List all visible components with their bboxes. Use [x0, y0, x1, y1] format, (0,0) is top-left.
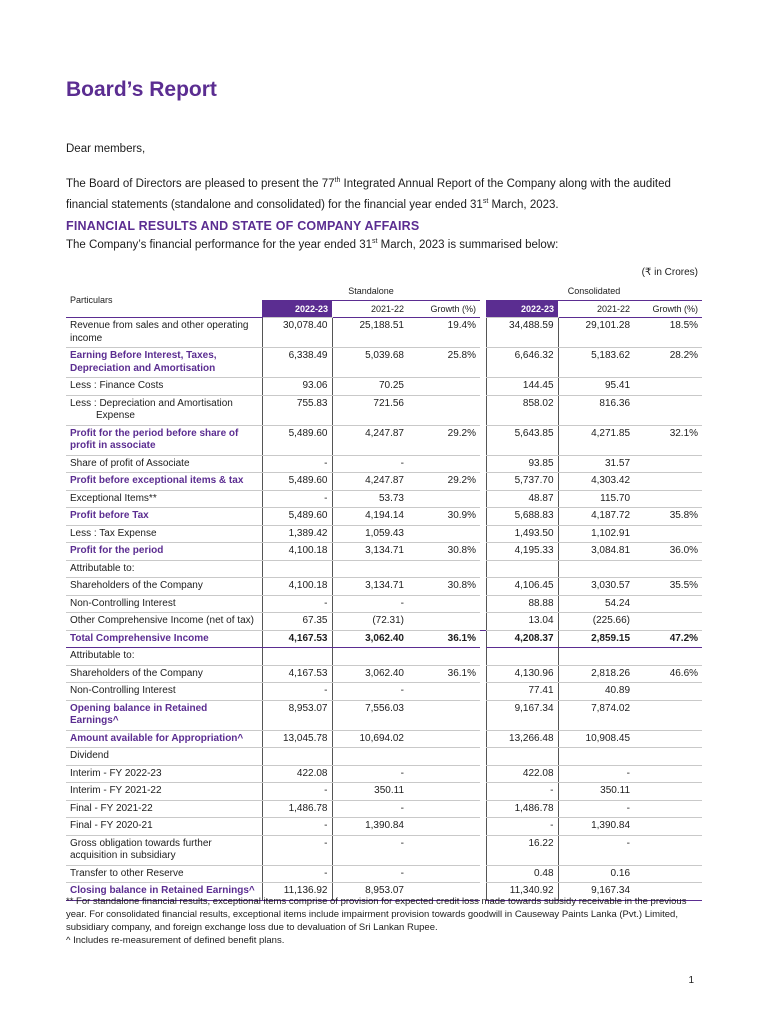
cell-s2: 70.25: [332, 378, 408, 396]
footnote-exceptional: ** For standalone financial results, exceptional items comprise of provision for expected credit loss made towards subsidy receivable in the previous year. For consolidated financial results, exceptional items include impairment provision towards goodwill in Causeway Paints Lanka (Pvt.) Limited, subsidiary company, and foreign exchange loss due to devaluation of Sri Lankan Rupee.: [66, 896, 687, 933]
row-label: Exceptional Items**: [66, 490, 262, 508]
cell-sg: [408, 395, 480, 425]
cell-s2: 10,694.02: [332, 730, 408, 748]
cell-c1: -: [486, 783, 558, 801]
cell-c2: [558, 748, 634, 766]
cell-c2: 10,908.45: [558, 730, 634, 748]
cell-s2: -: [332, 455, 408, 473]
cell-s1: 67.35: [262, 613, 332, 631]
cell-c1: 1,486.78: [486, 800, 558, 818]
row-label: Non-Controlling Interest: [66, 595, 262, 613]
cell-s2: 1,059.43: [332, 525, 408, 543]
cell-cg: 36.0%: [634, 543, 702, 561]
table-row: [66, 508, 702, 526]
intro-paragraph: The Board of Directors are pleased to present the 77th Integrated Annual Report of the Company along with the audited financial statements (standalone and consolidated) for the financial year ended 31st March, 2023.: [66, 177, 671, 211]
table-row: [66, 318, 702, 348]
cell-c2: 7,874.02: [558, 700, 634, 730]
cell-s2: 3,062.40: [332, 630, 408, 648]
cell-sg: [408, 835, 480, 865]
cell-c2: 1,102.91: [558, 525, 634, 543]
cell-sg: [408, 865, 480, 883]
table-row: [66, 543, 702, 561]
row-label: Opening balance in Retained Earnings^: [66, 700, 262, 730]
cell-s2: 3,134.71: [332, 543, 408, 561]
cell-sg: [408, 748, 480, 766]
cell-sg: 29.2%: [408, 425, 480, 455]
cell-c1: 88.88: [486, 595, 558, 613]
cell-sg: [408, 490, 480, 508]
table-row: [66, 395, 702, 425]
particulars-header: Particulars: [66, 283, 262, 318]
row-label: Profit before exceptional items & tax: [66, 473, 262, 491]
cell-cg: [634, 730, 702, 748]
cell-s1: -: [262, 455, 332, 473]
cell-cg: [634, 595, 702, 613]
cell-sg: [408, 783, 480, 801]
table-row: [66, 595, 702, 613]
cell-c1: 93.85: [486, 455, 558, 473]
cell-c2: 5,183.62: [558, 348, 634, 378]
cell-s2: -: [332, 800, 408, 818]
cell-c2: [558, 648, 634, 666]
cell-c1: 4,208.37: [486, 630, 558, 648]
cell-c2: 115.70: [558, 490, 634, 508]
consolidated-header: Consolidated: [486, 283, 702, 300]
standalone-current-year: 2022-23: [262, 300, 332, 318]
cell-sg: [408, 818, 480, 836]
row-label: Attributable to:: [66, 560, 262, 578]
cell-c1: -: [486, 818, 558, 836]
cell-c1: 858.02: [486, 395, 558, 425]
row-label: Share of profit of Associate: [66, 455, 262, 473]
row-label: Revenue from sales and other operating income: [66, 318, 262, 348]
summary-line: The Company’s financial performance for the year ended 31st March, 2023 is summarised below:: [66, 238, 559, 251]
cell-c1: 144.45: [486, 378, 558, 396]
cell-s2: [332, 648, 408, 666]
cell-s1: 5,489.60: [262, 473, 332, 491]
cell-s2: 3,134.71: [332, 578, 408, 596]
table-row: [66, 835, 702, 865]
cell-c1: 13.04: [486, 613, 558, 631]
cell-c1: 4,130.96: [486, 665, 558, 683]
cell-sg: 19.4%: [408, 318, 480, 348]
table-row: [66, 630, 702, 648]
cell-c2: 0.16: [558, 865, 634, 883]
consolidated-current-year: 2022-23: [486, 300, 558, 318]
cell-s2: 7,556.03: [332, 700, 408, 730]
cell-c2: (225.66): [558, 613, 634, 631]
cell-c1: 9,167.34: [486, 700, 558, 730]
cell-c1: 4,195.33: [486, 543, 558, 561]
table-row: [66, 560, 702, 578]
cell-c2: 4,303.42: [558, 473, 634, 491]
cell-s1: 4,100.18: [262, 543, 332, 561]
cell-c1: 34,488.59: [486, 318, 558, 348]
cell-c1: [486, 748, 558, 766]
cell-sg: 30.8%: [408, 578, 480, 596]
cell-c1: 1,493.50: [486, 525, 558, 543]
cell-c1: 422.08: [486, 765, 558, 783]
cell-cg: 32.1%: [634, 425, 702, 455]
table-row: [66, 683, 702, 701]
standalone-header: Standalone: [262, 283, 480, 300]
cell-cg: [634, 378, 702, 396]
table-row: [66, 613, 702, 631]
cell-cg: [634, 818, 702, 836]
table-row: [66, 525, 702, 543]
cell-sg: [408, 525, 480, 543]
row-label: Amount available for Appropriation^: [66, 730, 262, 748]
cell-s1: -: [262, 818, 332, 836]
row-label: Less : Tax Expense: [66, 525, 262, 543]
cell-cg: 18.5%: [634, 318, 702, 348]
cell-s1: -: [262, 865, 332, 883]
cell-c2: 3,084.81: [558, 543, 634, 561]
cell-sg: 36.1%: [408, 630, 480, 648]
cell-c1: [486, 560, 558, 578]
cell-s2: 721.56: [332, 395, 408, 425]
cell-c2: -: [558, 800, 634, 818]
cell-c2: 350.11: [558, 783, 634, 801]
cell-s1: 755.83: [262, 395, 332, 425]
cell-sg: [408, 613, 480, 631]
row-label: Profit for the period before share of profit in associate: [66, 425, 262, 455]
table-row: [66, 783, 702, 801]
cell-cg: [634, 700, 702, 730]
table-row: [66, 665, 702, 683]
cell-c1: 48.87: [486, 490, 558, 508]
cell-cg: 35.8%: [634, 508, 702, 526]
cell-s2: 53.73: [332, 490, 408, 508]
cell-cg: [634, 490, 702, 508]
cell-cg: [634, 525, 702, 543]
cell-c1: 4,106.45: [486, 578, 558, 596]
cell-cg: [634, 835, 702, 865]
cell-sg: 25.8%: [408, 348, 480, 378]
cell-c1: [486, 648, 558, 666]
cell-s1: [262, 560, 332, 578]
table-row: [66, 748, 702, 766]
table-row: [66, 490, 702, 508]
cell-s1: 1,486.78: [262, 800, 332, 818]
cell-c2: 1,390.84: [558, 818, 634, 836]
cell-cg: [634, 395, 702, 425]
cell-s2: -: [332, 865, 408, 883]
cell-sg: 36.1%: [408, 665, 480, 683]
cell-sg: [408, 378, 480, 396]
cell-s2: 4,247.87: [332, 425, 408, 455]
cell-c2: 4,271.85: [558, 425, 634, 455]
cell-c1: 5,643.85: [486, 425, 558, 455]
cell-s2: 5,039.68: [332, 348, 408, 378]
cell-cg: [634, 865, 702, 883]
cell-sg: 30.9%: [408, 508, 480, 526]
cell-cg: [634, 765, 702, 783]
cell-s1: -: [262, 595, 332, 613]
row-label: Final - FY 2020-21: [66, 818, 262, 836]
table-row: [66, 425, 702, 455]
cell-s1: 6,338.49: [262, 348, 332, 378]
row-label: Gross obligation towards further acquisition in subsidiary: [66, 835, 262, 865]
cell-s1: -: [262, 835, 332, 865]
cell-s1: 8,953.07: [262, 700, 332, 730]
row-label: Transfer to other Reserve: [66, 865, 262, 883]
cell-c2: 31.57: [558, 455, 634, 473]
table-row: [66, 865, 702, 883]
standalone-growth: Growth (%): [408, 300, 480, 318]
cell-c2: -: [558, 765, 634, 783]
cell-s2: 4,194.14: [332, 508, 408, 526]
cell-sg: 29.2%: [408, 473, 480, 491]
cell-s2: 1,390.84: [332, 818, 408, 836]
cell-c1: 6,646.32: [486, 348, 558, 378]
cell-c2: -: [558, 835, 634, 865]
cell-s1: 30,078.40: [262, 318, 332, 348]
cell-s1: -: [262, 783, 332, 801]
row-label: Total Comprehensive Income: [66, 630, 262, 648]
page-title: Board’s Report: [66, 78, 217, 101]
cell-c1: 77.41: [486, 683, 558, 701]
cell-c2: 816.36: [558, 395, 634, 425]
cell-c2: 29,101.28: [558, 318, 634, 348]
cell-s2: 8,953.07: [332, 883, 408, 901]
table-row: [66, 473, 702, 491]
cell-c2: 40.89: [558, 683, 634, 701]
cell-s1: 422.08: [262, 765, 332, 783]
table-row: [66, 818, 702, 836]
cell-s1: 93.06: [262, 378, 332, 396]
greeting: Dear members,: [66, 143, 146, 155]
cell-s2: 4,247.87: [332, 473, 408, 491]
unit-note: (₹ in Crores): [641, 267, 698, 278]
cell-s1: 4,100.18: [262, 578, 332, 596]
row-label: Attributable to:: [66, 648, 262, 666]
cell-sg: [408, 595, 480, 613]
financial-results-table: [66, 283, 702, 901]
row-label: Interim - FY 2022-23: [66, 765, 262, 783]
row-label: Dividend: [66, 748, 262, 766]
table-row: [66, 578, 702, 596]
cell-s2: -: [332, 765, 408, 783]
cell-cg: 46.6%: [634, 665, 702, 683]
cell-s1: -: [262, 490, 332, 508]
cell-cg: [634, 455, 702, 473]
cell-s1: [262, 648, 332, 666]
cell-c2: 4,187.72: [558, 508, 634, 526]
cell-c2: 2,818.26: [558, 665, 634, 683]
row-label: Less : Depreciation and Amortisation Expense: [66, 395, 262, 425]
cell-cg: [634, 560, 702, 578]
row-label: Profit for the period: [66, 543, 262, 561]
cell-cg: [634, 683, 702, 701]
cell-c1: 11,340.92: [486, 883, 558, 901]
cell-cg: 47.2%: [634, 630, 702, 648]
cell-sg: [408, 560, 480, 578]
row-label: Profit before Tax: [66, 508, 262, 526]
cell-c2: 9,167.34: [558, 883, 634, 901]
row-label: Shareholders of the Company: [66, 665, 262, 683]
row-label: Closing balance in Retained Earnings^: [66, 883, 262, 901]
row-label: Interim - FY 2021-22: [66, 783, 262, 801]
cell-cg: [634, 648, 702, 666]
cell-s1: 4,167.53: [262, 630, 332, 648]
cell-s1: -: [262, 683, 332, 701]
row-label: Final - FY 2021-22: [66, 800, 262, 818]
cell-c2: 2,859.15: [558, 630, 634, 648]
table-row: [66, 765, 702, 783]
table-row: [66, 730, 702, 748]
cell-sg: 30.8%: [408, 543, 480, 561]
cell-s1: 5,489.60: [262, 425, 332, 455]
row-label: Non-Controlling Interest: [66, 683, 262, 701]
cell-sg: [408, 800, 480, 818]
cell-cg: [634, 613, 702, 631]
row-label: Other Comprehensive Income (net of tax): [66, 613, 262, 631]
consolidated-growth: Growth (%): [634, 300, 702, 318]
table-row: [66, 800, 702, 818]
cell-cg: 35.5%: [634, 578, 702, 596]
table-row: [66, 455, 702, 473]
footnote-remeasurement: ^ Includes re-measurement of defined benefit plans.: [66, 935, 285, 946]
cell-s1: 1,389.42: [262, 525, 332, 543]
cell-s2: -: [332, 595, 408, 613]
table-row: [66, 700, 702, 730]
cell-cg: [634, 800, 702, 818]
section-heading: FINANCIAL RESULTS AND STATE OF COMPANY AFFAIRS: [66, 219, 420, 233]
cell-c1: 5,737.70: [486, 473, 558, 491]
standalone-previous-year: 2021-22: [332, 300, 408, 318]
cell-s2: [332, 748, 408, 766]
footnotes: [66, 895, 706, 947]
cell-cg: [634, 748, 702, 766]
cell-s2: (72.31): [332, 613, 408, 631]
cell-s1: 5,489.60: [262, 508, 332, 526]
cell-s2: [332, 560, 408, 578]
table-row: [66, 648, 702, 666]
cell-s2: 25,188.51: [332, 318, 408, 348]
cell-sg: [408, 700, 480, 730]
cell-sg: [408, 683, 480, 701]
cell-s1: 13,045.78: [262, 730, 332, 748]
cell-s2: 350.11: [332, 783, 408, 801]
cell-c1: 13,266.48: [486, 730, 558, 748]
consolidated-previous-year: 2021-22: [558, 300, 634, 318]
cell-c2: [558, 560, 634, 578]
row-label: Shareholders of the Company: [66, 578, 262, 596]
cell-cg: 28.2%: [634, 348, 702, 378]
cell-s1: 11,136.92: [262, 883, 332, 901]
cell-cg: [634, 783, 702, 801]
cell-c1: 5,688.83: [486, 508, 558, 526]
cell-s1: 4,167.53: [262, 665, 332, 683]
cell-sg: [408, 455, 480, 473]
cell-c2: 95.41: [558, 378, 634, 396]
cell-sg: [408, 765, 480, 783]
cell-s1: [262, 748, 332, 766]
row-label: Earning Before Interest, Taxes, Depreciation and Amortisation: [66, 348, 262, 378]
cell-sg: [408, 648, 480, 666]
cell-s2: 3,062.40: [332, 665, 408, 683]
cell-s2: -: [332, 683, 408, 701]
cell-c1: 0.48: [486, 865, 558, 883]
cell-s2: -: [332, 835, 408, 865]
cell-sg: [408, 730, 480, 748]
table-row: [66, 348, 702, 378]
cell-cg: [634, 473, 702, 491]
row-label: Less : Finance Costs: [66, 378, 262, 396]
cell-c2: 54.24: [558, 595, 634, 613]
table-row: [66, 378, 702, 396]
cell-c2: 3,030.57: [558, 578, 634, 596]
cell-c1: 16.22: [486, 835, 558, 865]
page-number: 1: [688, 975, 694, 986]
